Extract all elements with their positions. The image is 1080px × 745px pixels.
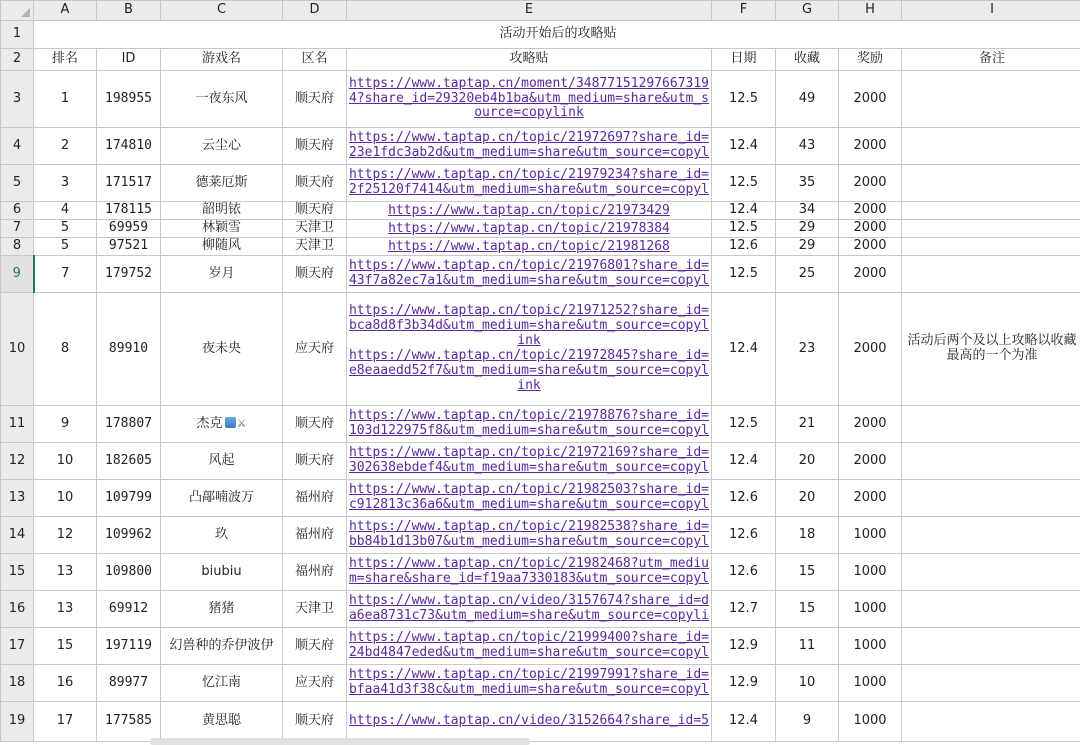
cell-id[interactable]: 69912 <box>97 591 161 628</box>
cell-game-name[interactable] <box>161 443 283 480</box>
row-header[interactable]: 18 <box>1 665 34 702</box>
cell-date[interactable]: 12.5 <box>712 406 776 443</box>
column-header-row <box>1 1 1080 21</box>
cell-id[interactable]: 171517 <box>97 165 161 202</box>
cell-guide-link[interactable] <box>347 128 712 165</box>
cell-rank[interactable]: 8 <box>34 293 97 406</box>
table-row <box>1 443 1080 480</box>
cell-rank[interactable]: 7 <box>34 256 97 293</box>
table-row <box>1 702 1080 742</box>
cell-game-name[interactable] <box>161 406 283 443</box>
row-header[interactable]: 14 <box>1 517 34 554</box>
sunset-emoji-icon <box>225 417 236 428</box>
cell-guide-link[interactable] <box>347 406 712 443</box>
row-header[interactable]: 6 <box>1 202 34 220</box>
cell-guide-link[interactable] <box>347 702 712 742</box>
cell-id[interactable]: 197119 <box>97 628 161 665</box>
table-row <box>1 480 1080 517</box>
table-row <box>1 220 1080 238</box>
table-row <box>1 238 1080 256</box>
cell-favorites[interactable]: 29 <box>776 238 839 256</box>
game-name-text: 杰克 <box>196 415 223 431</box>
column-header-e[interactable]: E <box>347 1 712 21</box>
cell-favorites[interactable]: 49 <box>776 71 839 128</box>
cell-date[interactable]: 12.9 <box>712 628 776 665</box>
cell-note[interactable] <box>902 665 1080 702</box>
cell-zone[interactable]: 福州府 <box>283 480 347 517</box>
cell-favorites[interactable]: 15 <box>776 554 839 591</box>
column-header-h[interactable]: H <box>839 1 902 21</box>
header-zone[interactable]: 区名 <box>283 49 347 71</box>
guide-link[interactable]: https://www.taptap.cn/video/3152664?share_id=5 <box>348 713 710 729</box>
header-row <box>1 49 1080 71</box>
cell-reward[interactable]: 1000 <box>839 702 902 742</box>
cell-note[interactable] <box>902 406 1080 443</box>
title-row <box>1 21 1080 49</box>
guide-link[interactable]: https://www.taptap.cn/topic/21972697?share_id=23e1fdc3ab2d&utm_medium=share&utm_source=copyl <box>348 130 710 160</box>
cell-reward[interactable]: 1000 <box>839 517 902 554</box>
cell-game-name[interactable] <box>161 256 283 293</box>
header-date[interactable]: 日期 <box>712 49 776 71</box>
guide-link[interactable]: https://www.taptap.cn/topic/21982468?utm_medium=share&share_id=f19aa7330183&utm_source=copyl <box>348 556 710 586</box>
cell-favorites[interactable]: 35 <box>776 165 839 202</box>
cell-favorites[interactable]: 21 <box>776 406 839 443</box>
cell-game-name[interactable] <box>161 238 283 256</box>
cell-rank[interactable]: 10 <box>34 443 97 480</box>
cell-note[interactable] <box>902 591 1080 628</box>
cell-note[interactable] <box>902 128 1080 165</box>
cell-id[interactable]: 179752 <box>97 256 161 293</box>
table-row <box>1 628 1080 665</box>
game-name-text: 岁月 <box>208 265 235 281</box>
cell-game-name[interactable] <box>161 165 283 202</box>
cell-zone[interactable]: 天津卫 <box>283 591 347 628</box>
cell-reward[interactable]: 2000 <box>839 480 902 517</box>
cell-zone[interactable]: 天津卫 <box>283 220 347 238</box>
cell-rank[interactable]: 3 <box>34 165 97 202</box>
guide-link[interactable]: https://www.taptap.cn/topic/21971252?share_id=bca8d8f3b34d&utm_medium=share&utm_source=copylink <box>348 303 710 349</box>
cell-favorites[interactable]: 34 <box>776 202 839 220</box>
cell-reward[interactable]: 1000 <box>839 665 902 702</box>
table-row <box>1 71 1080 128</box>
cell-guide-link[interactable] <box>347 165 712 202</box>
cell-game-name[interactable] <box>161 480 283 517</box>
header-guide-post[interactable]: 攻略贴 <box>347 49 712 71</box>
cell-favorites[interactable]: 43 <box>776 128 839 165</box>
guide-link[interactable]: https://www.taptap.cn/topic/21997991?share_id=bfaa41d3f38c&utm_medium=share&utm_source=copyl <box>348 667 710 697</box>
row-header[interactable]: 13 <box>1 480 34 517</box>
table-row <box>1 202 1080 220</box>
row-header[interactable]: 9 <box>1 256 34 293</box>
row-header[interactable]: 4 <box>1 128 34 165</box>
cell-zone[interactable]: 顺天府 <box>283 71 347 128</box>
cell-favorites[interactable]: 20 <box>776 443 839 480</box>
cell-reward[interactable]: 2000 <box>839 220 902 238</box>
sheet-title[interactable]: 活动开始后的攻略贴 <box>34 21 1080 49</box>
cell-reward[interactable]: 2000 <box>839 293 902 406</box>
guide-link[interactable]: https://www.taptap.cn/topic/21982538?share_id=bb84b1d13b07&utm_medium=share&utm_source=copyl <box>348 519 710 549</box>
cell-id[interactable]: 182605 <box>97 443 161 480</box>
cell-zone[interactable]: 顺天府 <box>283 128 347 165</box>
cell-favorites[interactable]: 25 <box>776 256 839 293</box>
cell-zone[interactable]: 福州府 <box>283 554 347 591</box>
guide-link[interactable]: https://www.taptap.cn/topic/21978876?share_id=103d122975f8&utm_medium=share&utm_source=copyl <box>348 408 710 438</box>
table-row <box>1 293 1080 406</box>
header-game-name[interactable]: 游戏名 <box>161 49 283 71</box>
cell-rank[interactable]: 13 <box>34 554 97 591</box>
cell-guide-link[interactable] <box>347 256 712 293</box>
cell-note[interactable] <box>902 71 1080 128</box>
cell-reward[interactable]: 1000 <box>839 554 902 591</box>
cell-guide-link[interactable] <box>347 554 712 591</box>
game-name-text: 云尘心 <box>201 137 241 153</box>
cell-game-name[interactable] <box>161 702 283 742</box>
game-name-text: 德莱厄斯 <box>195 174 248 190</box>
cell-game-name[interactable] <box>161 665 283 702</box>
cell-reward[interactable]: 2000 <box>839 406 902 443</box>
cell-rank[interactable]: 13 <box>34 591 97 628</box>
cell-favorites[interactable]: 29 <box>776 220 839 238</box>
cell-note[interactable] <box>902 628 1080 665</box>
cell-date[interactable]: 12.5 <box>712 256 776 293</box>
column-header-b[interactable]: B <box>97 1 161 21</box>
cell-date[interactable]: 12.6 <box>712 517 776 554</box>
cell-favorites[interactable]: 20 <box>776 480 839 517</box>
cell-favorites[interactable]: 18 <box>776 517 839 554</box>
column-header-a[interactable]: A <box>34 1 97 21</box>
cell-zone[interactable]: 应天府 <box>283 665 347 702</box>
cell-game-name[interactable] <box>161 628 283 665</box>
cell-guide-link[interactable] <box>347 665 712 702</box>
row-header[interactable]: 15 <box>1 554 34 591</box>
cell-zone[interactable]: 顺天府 <box>283 202 347 220</box>
header-id[interactable]: ID <box>97 49 161 71</box>
cell-guide-link[interactable] <box>347 628 712 665</box>
column-header-c[interactable]: C <box>161 1 283 21</box>
cell-zone[interactable]: 顺天府 <box>283 702 347 742</box>
cell-id[interactable]: 97521 <box>97 238 161 256</box>
guide-link[interactable]: https://www.taptap.cn/topic/21973429 <box>388 202 670 218</box>
horizontal-scrollbar[interactable] <box>150 738 530 745</box>
cell-note[interactable] <box>902 554 1080 591</box>
cell-id[interactable]: 109800 <box>97 554 161 591</box>
cell-zone[interactable]: 福州府 <box>283 517 347 554</box>
header-reward[interactable]: 奖励 <box>839 49 902 71</box>
cell-zone[interactable]: 顺天府 <box>283 256 347 293</box>
guide-link[interactable]: https://www.taptap.cn/topic/21976801?share_id=43f7a82ec7a1&utm_medium=share&utm_source=copyl <box>348 258 710 288</box>
table-row <box>1 554 1080 591</box>
cell-game-name[interactable] <box>161 220 283 238</box>
cell-rank[interactable]: 15 <box>34 628 97 665</box>
cell-zone[interactable]: 应天府 <box>283 293 347 406</box>
header-note[interactable]: 备注 <box>902 49 1080 71</box>
cell-date[interactable]: 12.6 <box>712 554 776 591</box>
cell-reward[interactable]: 1000 <box>839 628 902 665</box>
cell-game-name[interactable] <box>161 554 283 591</box>
game-name-text: 夜未央 <box>201 340 241 356</box>
cell-rank[interactable]: 2 <box>34 128 97 165</box>
cell-reward[interactable]: 2000 <box>839 71 902 128</box>
cell-reward[interactable]: 2000 <box>839 128 902 165</box>
game-name-text: 韶明铱 <box>201 202 241 218</box>
cell-note[interactable]: 活动后两个及以上攻略以收藏最高的一个为准 <box>902 293 1080 406</box>
cell-reward[interactable]: 2000 <box>839 202 902 220</box>
cell-note[interactable] <box>902 238 1080 256</box>
header-rank[interactable]: 排名 <box>34 49 97 71</box>
cell-id[interactable]: 69959 <box>97 220 161 238</box>
table-row <box>1 256 1080 293</box>
game-name-text: 忆江南 <box>201 674 241 690</box>
game-name-text: 柳随风 <box>201 238 241 254</box>
cell-favorites[interactable]: 10 <box>776 665 839 702</box>
column-header-f[interactable]: F <box>712 1 776 21</box>
cell-zone[interactable]: 天津卫 <box>283 238 347 256</box>
guide-link[interactable]: https://www.taptap.cn/video/3157674?share_id=da6ea8731c73&utm_medium=share&utm_source=copyli <box>348 593 710 623</box>
table-row <box>1 665 1080 702</box>
cell-date[interactable]: 12.5 <box>712 165 776 202</box>
guide-link[interactable]: https://www.taptap.cn/topic/21972169?share_id=302638ebdef4&utm_medium=share&utm_source=copyl <box>348 445 710 475</box>
cell-id[interactable]: 177585 <box>97 702 161 742</box>
cell-date[interactable]: 12.4 <box>712 202 776 220</box>
cell-reward[interactable]: 2000 <box>839 256 902 293</box>
cell-game-name[interactable] <box>161 71 283 128</box>
game-name-text: 一夜东风 <box>195 90 248 106</box>
row-header[interactable]: 12 <box>1 443 34 480</box>
cell-guide-link[interactable] <box>347 202 712 220</box>
table-row <box>1 591 1080 628</box>
cell-rank[interactable]: 5 <box>34 238 97 256</box>
cell-guide-link[interactable] <box>347 238 712 256</box>
cell-guide-link[interactable] <box>347 220 712 238</box>
cell-date[interactable]: 12.4 <box>712 128 776 165</box>
cell-favorites[interactable]: 15 <box>776 591 839 628</box>
cell-rank[interactable]: 10 <box>34 480 97 517</box>
cell-reward[interactable]: 2000 <box>839 443 902 480</box>
guide-link[interactable]: https://www.taptap.cn/topic/21972845?share_id=e8eaaedd52f7&utm_medium=share&utm_source=copylink <box>348 348 710 393</box>
cell-note[interactable] <box>902 220 1080 238</box>
cell-date[interactable]: 12.7 <box>712 591 776 628</box>
cell-guide-link[interactable] <box>347 443 712 480</box>
cell-date[interactable]: 12.5 <box>712 220 776 238</box>
cell-game-name[interactable] <box>161 517 283 554</box>
cell-date[interactable]: 12.4 <box>712 293 776 406</box>
cell-favorites[interactable]: 23 <box>776 293 839 406</box>
cell-id[interactable]: 109962 <box>97 517 161 554</box>
table-row <box>1 517 1080 554</box>
cell-rank[interactable]: 12 <box>34 517 97 554</box>
game-name-text: 幻兽种的乔伊波伊 <box>169 637 274 653</box>
cell-rank[interactable]: 1 <box>34 71 97 128</box>
cell-date[interactable]: 12.6 <box>712 480 776 517</box>
cell-id[interactable]: 109799 <box>97 480 161 517</box>
row-header[interactable]: 3 <box>1 71 34 128</box>
cell-guide-link[interactable] <box>347 71 712 128</box>
cell-note[interactable] <box>902 517 1080 554</box>
row-header[interactable]: 16 <box>1 591 34 628</box>
cell-game-name[interactable] <box>161 293 283 406</box>
cell-date[interactable]: 12.5 <box>712 71 776 128</box>
row-header[interactable]: 10 <box>1 293 34 406</box>
cell-zone[interactable]: 顺天府 <box>283 406 347 443</box>
cell-id[interactable]: 178807 <box>97 406 161 443</box>
cell-id[interactable]: 178115 <box>97 202 161 220</box>
cell-id[interactable]: 89910 <box>97 293 161 406</box>
cell-game-name[interactable] <box>161 591 283 628</box>
guide-link[interactable]: https://www.taptap.cn/topic/21978384 <box>388 220 670 236</box>
cell-guide-link[interactable] <box>347 293 712 406</box>
game-name-text: biubiu <box>201 563 242 579</box>
cell-id[interactable]: 89977 <box>97 665 161 702</box>
row-header[interactable]: 19 <box>1 702 34 742</box>
cell-game-name[interactable] <box>161 128 283 165</box>
column-header-i[interactable]: I <box>902 1 1080 21</box>
cell-reward[interactable]: 2000 <box>839 238 902 256</box>
guide-link[interactable]: https://www.taptap.cn/topic/21982503?share_id=c912813c36a6&utm_medium=share&utm_source=copyl <box>348 482 710 512</box>
cell-reward[interactable]: 2000 <box>839 165 902 202</box>
cell-zone[interactable]: 顺天府 <box>283 443 347 480</box>
game-name-text: 黄思聪 <box>201 713 241 729</box>
game-name-text: 玖 <box>214 526 228 542</box>
column-header-d[interactable]: D <box>283 1 347 21</box>
row-header[interactable]: 17 <box>1 628 34 665</box>
cell-note[interactable] <box>902 443 1080 480</box>
cell-game-name[interactable] <box>161 202 283 220</box>
cell-guide-link[interactable] <box>347 591 712 628</box>
cell-rank[interactable]: 9 <box>34 406 97 443</box>
cell-guide-link[interactable] <box>347 480 712 517</box>
cell-date[interactable]: 12.6 <box>712 238 776 256</box>
table-row <box>1 406 1080 443</box>
table-row <box>1 165 1080 202</box>
game-name-text: 风起 <box>208 452 235 468</box>
select-all-corner[interactable] <box>1 1 34 21</box>
cell-id[interactable]: 198955 <box>97 71 161 128</box>
cell-note[interactable] <box>902 165 1080 202</box>
game-name-text: 林颖雪 <box>201 220 241 236</box>
guide-link[interactable]: https://www.taptap.cn/moment/348771512976673194?share_id=29320eb4b1ba&utm_medium=share&utm_source=copylink <box>348 75 710 121</box>
cell-note[interactable] <box>902 480 1080 517</box>
row-header[interactable]: 1 <box>1 21 34 49</box>
row-header[interactable]: 7 <box>1 220 34 238</box>
header-favorites[interactable]: 收藏 <box>776 49 839 71</box>
row-header[interactable]: 5 <box>1 165 34 202</box>
guide-link[interactable]: https://www.taptap.cn/topic/21999400?share_id=24bd4847eded&utm_medium=share&utm_source=copyl <box>348 630 710 660</box>
cell-zone[interactable]: 顺天府 <box>283 628 347 665</box>
cell-favorites[interactable]: 9 <box>776 702 839 742</box>
cell-note[interactable] <box>902 202 1080 220</box>
game-name-text: 猪猪 <box>208 600 235 616</box>
cell-guide-link[interactable] <box>347 517 712 554</box>
cell-favorites[interactable]: 11 <box>776 628 839 665</box>
cell-rank[interactable]: 17 <box>34 702 97 742</box>
guide-link[interactable]: https://www.taptap.cn/topic/21979234?share_id=2f25120f7414&utm_medium=share&utm_source=copyl <box>348 167 710 197</box>
cell-note[interactable] <box>902 256 1080 293</box>
row-header[interactable]: 11 <box>1 406 34 443</box>
cell-date[interactable]: 12.4 <box>712 702 776 742</box>
column-header-g[interactable]: G <box>776 1 839 21</box>
cell-id[interactable]: 174810 <box>97 128 161 165</box>
cell-rank[interactable]: 5 <box>34 220 97 238</box>
cell-note[interactable] <box>902 702 1080 742</box>
cell-reward[interactable]: 1000 <box>839 591 902 628</box>
cell-zone[interactable]: 顺天府 <box>283 165 347 202</box>
cell-date[interactable]: 12.4 <box>712 443 776 480</box>
game-name-text: 凸鄗喃波万 <box>188 489 254 505</box>
row-header[interactable]: 2 <box>1 49 34 71</box>
crossed-swords-emoji-icon: ⚔ <box>236 416 247 430</box>
cell-date[interactable]: 12.9 <box>712 665 776 702</box>
guide-link[interactable]: https://www.taptap.cn/topic/21981268 <box>388 238 670 254</box>
row-header[interactable]: 8 <box>1 238 34 256</box>
table-row <box>1 128 1080 165</box>
cell-rank[interactable]: 4 <box>34 202 97 220</box>
cell-rank[interactable]: 16 <box>34 665 97 702</box>
